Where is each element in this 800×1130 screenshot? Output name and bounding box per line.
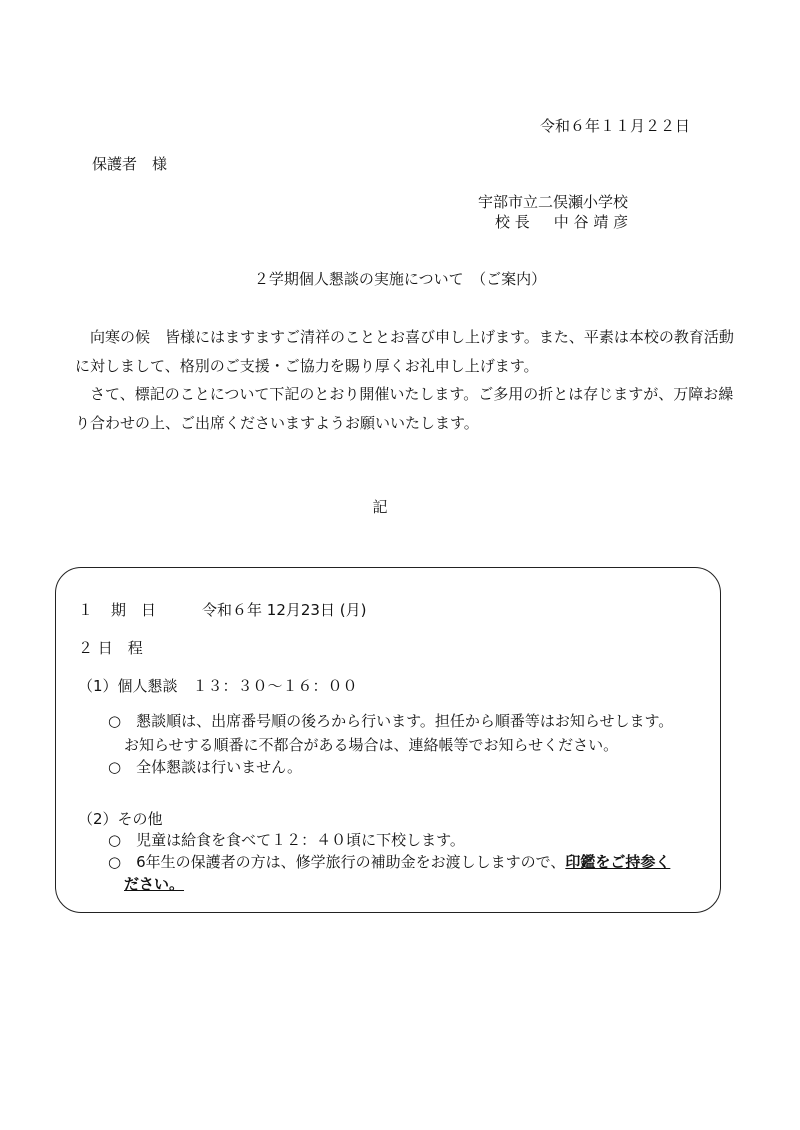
sub-individual-meeting: （1）個人懇談 １３：３０～１６：００ [78, 677, 358, 695]
ki-marker: 記 [372, 498, 388, 516]
document-body [75, 323, 735, 437]
bullet-subsidy: ○ 6年生の保護者の方は、修学旅行の補助金をお渡ししますので、印鑑をご持参く [108, 853, 671, 871]
item-date: １ 期 日 令和６年 12月23日 (月) [78, 601, 367, 619]
document-title: ２学期個人懇談の実施について （ご案内） [253, 270, 547, 288]
sub-other: （2）その他 [78, 810, 163, 828]
body-paragraph-2: さて、標記のことについて下記のとおり開催いたします。ご多用の折とは存じますが、万障お繰り合わせの上、ご出席くださいますようお願いいたします。 [75, 385, 734, 432]
principal-name: 中 谷 靖 彦 [553, 213, 629, 231]
details-box [55, 567, 721, 913]
item-schedule: ２ 日 程 [78, 639, 143, 657]
seal-emphasis-cont: ださい。 [124, 875, 185, 893]
principal [495, 211, 628, 232]
document-date: 令和６年１１月２２日 [539, 117, 690, 135]
body-paragraph-1: 向寒の候 皆様にはますますご清祥のこととお喜び申し上げます。また、平素は本校の教育活動に対しまして、格別のご支援・ご協力を賜り厚くお礼申し上げます。 [75, 328, 734, 375]
event-date: 令和６年 12月23日 (月) [202, 601, 367, 619]
bullet-order-cont: お知らせする順番に不都合がある場合は、連絡帳等でお知らせください。 [124, 736, 619, 754]
school-name: 宇部市立二俣瀬小学校 [478, 193, 629, 211]
bullet-dismissal: ○ 児童は給食を食べて１２：４０頃に下校します。 [108, 831, 465, 849]
seal-emphasis: 印鑑をご持参く [565, 853, 671, 871]
bullet-order: ○ 懇談順は、出席番号順の後ろから行います。担任から順番等はお知らせします。 [108, 712, 674, 730]
principal-title: 校 長 [495, 213, 530, 231]
bullet-no-group: ○ 全体懇談は行いません。 [108, 758, 302, 776]
recipient: 保護者 様 [92, 155, 168, 173]
